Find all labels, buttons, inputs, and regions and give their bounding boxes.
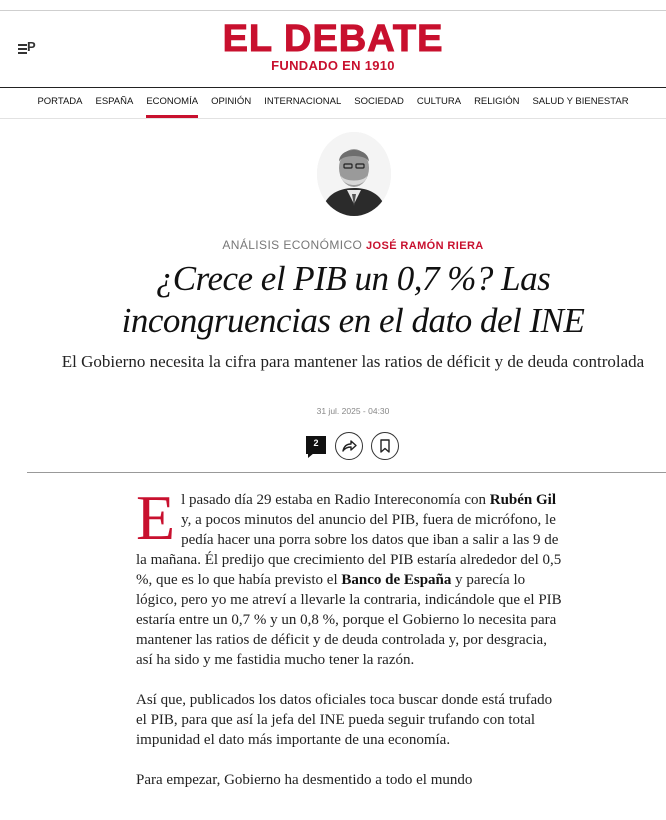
paragraph-text: y parecía lo lógico, pero yo me atreví a llevarle la contraria, indicándole que el PIB estaría entre un 0,7 % y un 0,8 %, porque el Gobierno lo necesita para mantener las ratios de déficit y de deuda controlada y, por desgracia, así ha sido y me fastidia mucho tener la razón. [136, 572, 562, 668]
nav-item-economia[interactable]: ECONOMÍA [146, 88, 198, 118]
site-tagline: FUNDADO EN 1910 [271, 58, 395, 73]
nav-divider-bottom [0, 118, 666, 119]
paragraph-3: Para empezar, Gobierno ha desmentido a todo el mundo [136, 772, 473, 788]
article-body [136, 482, 566, 810]
paragraph-2: Así que, publicados los datos oficiales toca buscar donde está trufado el PIB, para que así la jefa del INE pueda seguir trufando con total impunidad el dato más importante de una economía. [136, 692, 553, 748]
author-avatar[interactable] [317, 132, 391, 216]
site-header [0, 11, 666, 87]
nav-item-portada[interactable]: PORTADA [37, 96, 83, 107]
entity-link-banco-espana[interactable]: Banco de España [341, 572, 452, 588]
article-section[interactable]: ANÁLISIS ECONÓMICO [222, 238, 363, 252]
bookmark-button[interactable] [371, 432, 399, 460]
nav-item-espana[interactable]: ESPAÑA [95, 96, 134, 107]
drop-cap: E [136, 482, 176, 553]
article-divider [27, 472, 666, 473]
share-button[interactable] [335, 432, 363, 460]
paragraph-text: y, a pocos minutos del anuncio del PIB, fuera de micrófono, le pedía hacer una porra sobre los datos que iban a salir a las 9 de la mañana. Él predijo que crecimiento del PIB estaría alrededor del 0,5 %, que es lo que había previsto el [136, 512, 562, 588]
comment-count: 2 [313, 438, 319, 448]
nav-item-cultura[interactable]: CULTURA [416, 96, 462, 107]
bookmark-icon [379, 439, 391, 453]
article-subtitle: El Gobierno necesita la cifra para mantener las ratios de déficit y de deuda controlada [61, 352, 645, 371]
paragraph-1 [136, 482, 566, 670]
article-date: 31 jul. 2025 - 04:30 [316, 406, 390, 416]
paragraph-text: l pasado día 29 estaba en Radio Intereconomía con [181, 492, 490, 508]
nav-item-sociedad[interactable]: SOCIEDAD [354, 96, 404, 107]
nav-item-religion[interactable]: RELIGIÓN [474, 96, 520, 107]
nav-item-salud[interactable]: SALUD Y BIENESTAR [532, 96, 629, 107]
main-nav [0, 88, 666, 118]
share-icon [341, 439, 357, 453]
article-author[interactable]: JOSÉ RAMÓN RIERA [366, 240, 484, 252]
person-link-ruben-gil[interactable]: Rubén Gil [489, 492, 557, 508]
article-kicker [0, 238, 666, 252]
article-actions [305, 432, 399, 460]
site-logo[interactable]: EL DEBATE [222, 18, 444, 60]
article-title: ¿Crece el PIB un 0,7 %? Las incongruencias en el dato del INE [121, 259, 585, 340]
comments-button[interactable] [305, 434, 327, 458]
menu-icon[interactable]: P [18, 41, 40, 57]
nav-item-opinion[interactable]: OPINIÓN [211, 96, 252, 107]
nav-item-internacional[interactable]: INTERNACIONAL [264, 96, 342, 107]
